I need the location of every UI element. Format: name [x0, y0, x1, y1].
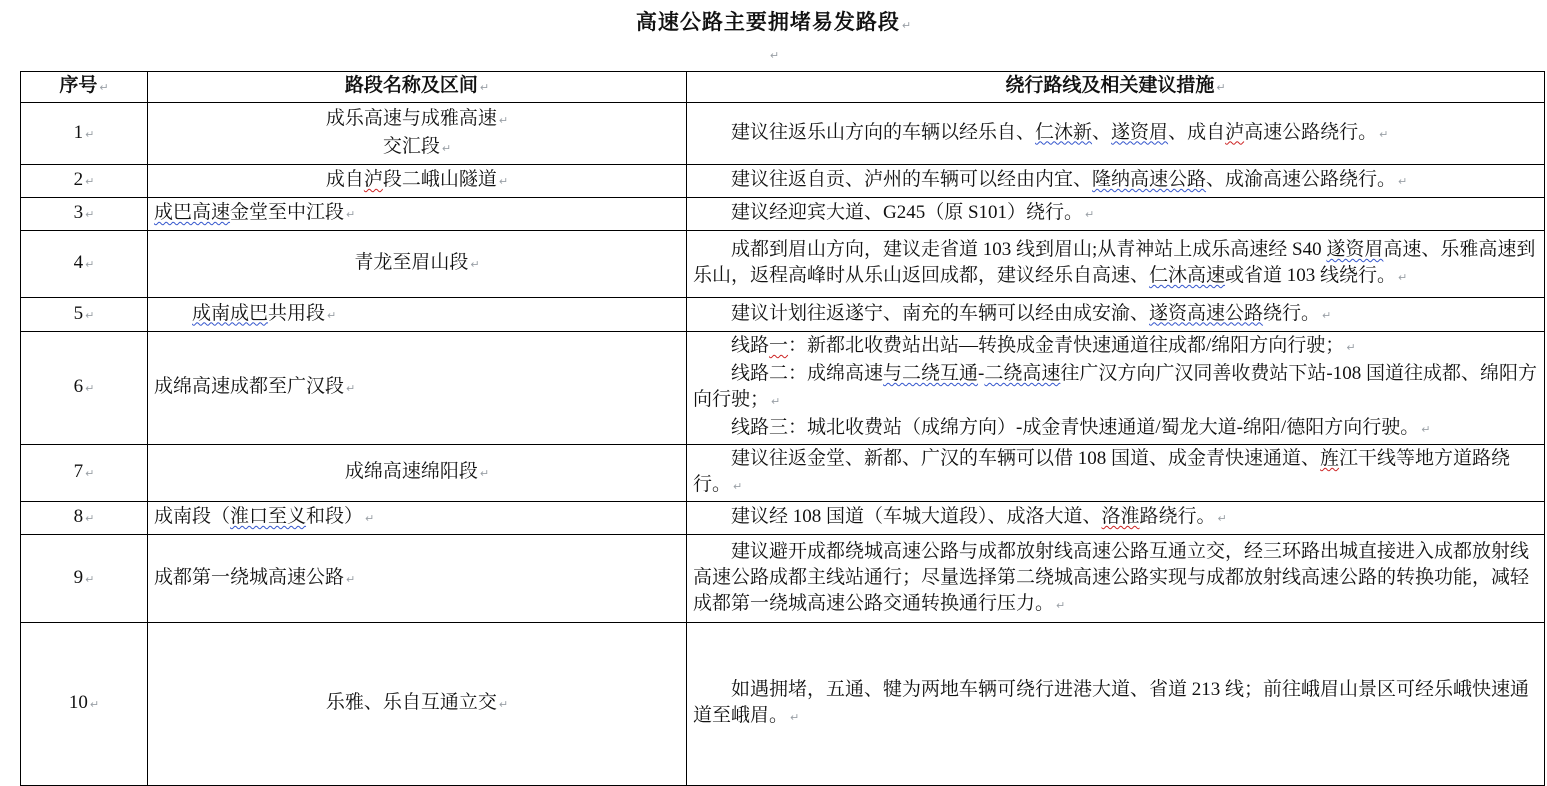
text-run: 高速、乐雅高速到乐山，返程高峰时从乐山返回成都，建议经乐自高速、 [693, 239, 1536, 286]
paragraph-mark: ↵ [771, 395, 781, 408]
paragraph-mark: ↵ [99, 81, 109, 94]
congestion-table [20, 71, 1545, 786]
paragraph-mark: ↵ [327, 308, 337, 322]
section-name-cell [148, 231, 687, 298]
text-run: 8 [73, 506, 84, 527]
text-run: 成乐高速与成雅高速 [325, 107, 497, 129]
paragraph-mark: ↵ [365, 512, 375, 525]
paragraph [693, 120, 1538, 148]
advice-cell [687, 298, 1545, 332]
paragraph [154, 374, 680, 402]
paragraph [693, 446, 1538, 500]
paragraph [693, 504, 1538, 532]
text-run: 成都到眉山方向，建议走省道 103 线到眉山;从青神站上成乐高速经 S40 [731, 239, 1327, 260]
advice-cell [687, 623, 1545, 786]
text-run: 江干线等地方道路绕行。 [693, 448, 1511, 495]
advice-cell [687, 198, 1545, 231]
paragraph [27, 200, 141, 228]
header-cell-index [21, 72, 148, 103]
table-row [21, 332, 1545, 445]
section-name-cell [148, 298, 687, 332]
row-index-cell [21, 445, 148, 502]
paragraph [27, 565, 141, 593]
table-body [21, 103, 1545, 786]
row-index-cell [21, 231, 148, 298]
paragraph [27, 167, 141, 195]
text-run: 往广汉方向广汉同善收费站下站-108 国道往成都、绵阳方向行驶； [693, 363, 1537, 410]
text-run: 、 [1092, 121, 1112, 143]
paragraph-mark: ↵ [498, 175, 509, 188]
text-run: 成自 [325, 169, 364, 190]
flagged-text: 成南成巴 [192, 302, 269, 324]
paragraph [154, 200, 680, 228]
text-run: 建议避开成都绕城高速公路与成都放射线高速公路互通立交，经三环路出城直接进入成都放射线高速公路成都主线站通行；尽量选择第二绕城高速公路实现与成都放射线高速公路的转换功能，减轻成都第一绕城高速公路交通转换通行压力。 [693, 540, 1530, 614]
header-label: 绕行路线及相关建议措施 [1005, 75, 1215, 96]
table-row [21, 103, 1545, 165]
text-run: 5 [73, 302, 84, 324]
text-run: 3 [73, 202, 84, 223]
paragraph [693, 200, 1538, 228]
paragraph [693, 677, 1538, 731]
text-run: - [978, 363, 985, 384]
row-index-cell [21, 298, 148, 332]
page-title: 高速公路主要拥堵易发路段 [635, 10, 900, 34]
paragraph-mark: ↵ [733, 480, 743, 493]
text-run: 建议经 108 国道（车城大道段）、成洛大道、 [731, 506, 1102, 527]
paragraph-mark: ↵ [470, 258, 480, 271]
table-row [21, 623, 1545, 786]
paragraph-mark: ↵ [1322, 308, 1332, 322]
flagged-text: 遂资眉 [1111, 121, 1169, 143]
flagged-text: 旌 [1320, 448, 1340, 469]
text-run: 2 [73, 169, 84, 190]
advice-cell [687, 103, 1545, 165]
text-run: 6 [73, 376, 84, 397]
header-cell-section [148, 72, 687, 103]
text-run: 成都第一绕城高速公路 [154, 566, 345, 588]
row-index-cell [21, 198, 148, 231]
header-label: 路段名称及区间 [344, 75, 478, 96]
paragraph [154, 459, 680, 487]
table-header-row [21, 72, 1545, 103]
paragraph [154, 134, 680, 162]
table-row [21, 502, 1545, 535]
paragraph-mark: ↵ [85, 308, 95, 322]
table-row [21, 198, 1545, 231]
paragraph [154, 106, 680, 134]
section-name-cell [148, 198, 687, 231]
text-run: 成绵高速绵阳段 [344, 461, 478, 482]
paragraph [693, 361, 1538, 415]
flagged-text: 一 [769, 335, 789, 356]
section-name-cell [148, 332, 687, 445]
text-run: 线路 [731, 335, 770, 356]
paragraph-mark: ↵ [479, 81, 490, 94]
row-index-cell [21, 502, 148, 535]
text-run: 4 [73, 252, 84, 273]
advice-cell [687, 231, 1545, 298]
advice-cell [687, 332, 1545, 445]
flagged-text: 与二绕互通 [883, 363, 979, 384]
flagged-text: 洛淮 [1101, 506, 1140, 527]
paragraph-mark: ↵ [85, 208, 95, 221]
text-run: 共用段 [268, 302, 326, 324]
row-index-cell [21, 165, 148, 198]
flagged-text: 泸 [1225, 121, 1245, 143]
paragraph-mark: ↵ [901, 19, 912, 32]
text-run: 建议经迎宾大道、G245（原 S101）绕行。 [731, 202, 1084, 223]
paragraph [154, 250, 680, 278]
paragraph-mark: ↵ [498, 698, 509, 711]
text-run: 10 [68, 692, 88, 713]
section-name-cell [148, 535, 687, 623]
table-row [21, 445, 1545, 502]
row-index-cell [21, 332, 148, 445]
text-run: 、成渝高速公路绕行。 [1206, 169, 1397, 190]
paragraph [27, 301, 141, 329]
paragraph [693, 237, 1538, 291]
section-name-cell [148, 445, 687, 502]
text-run: 成南段（ [154, 506, 231, 527]
paragraph [693, 333, 1538, 361]
text-run: ：新都北收费站出站—转换成金青快速通道往成都/绵阳方向行驶； [788, 335, 1345, 356]
paragraph-mark: ↵ [85, 175, 95, 188]
paragraph-mark: ↵ [479, 467, 490, 480]
table-row [21, 231, 1545, 298]
paragraph-mark: ↵ [769, 49, 780, 62]
advice-cell [687, 535, 1545, 623]
advice-cell [687, 165, 1545, 198]
paragraph [27, 504, 141, 532]
paragraph-mark: ↵ [498, 113, 509, 127]
flagged-text: 遂资高速公路 [1149, 302, 1264, 324]
text-run: 如遇拥堵，五通、犍为两地车辆可绕行进港大道、省道 213 线；前往峨眉山景区可经乐峨快速通道至峨眉。 [693, 679, 1530, 726]
paragraph [693, 167, 1538, 195]
text-run: 线路二：成绵高速 [731, 363, 884, 384]
text-run: 建议往返金堂、新都、广汉的车辆可以借 108 国道、成金青快速通道、 [731, 448, 1321, 469]
paragraph-mark: ↵ [346, 208, 356, 221]
flagged-text: 仁沐新 [1035, 121, 1093, 143]
paragraph-mark: ↵ [1398, 175, 1408, 188]
paragraph-mark: ↵ [1421, 423, 1431, 436]
row-index-cell [21, 103, 148, 165]
row-index-cell [21, 623, 148, 786]
document-title-line [0, 0, 1547, 39]
flagged-text: 淮口至义 [230, 506, 307, 527]
table-row [21, 298, 1545, 332]
row-index-cell [21, 535, 148, 623]
paragraph [154, 690, 680, 718]
paragraph-mark: ↵ [85, 127, 95, 141]
paragraph-mark: ↵ [85, 382, 95, 395]
paragraph-mark: ↵ [1056, 598, 1066, 612]
flagged-text: 成巴高速 [154, 202, 231, 223]
paragraph-mark: ↵ [1379, 127, 1389, 141]
paragraph-mark: ↵ [1216, 81, 1226, 94]
flagged-text: 二绕高速 [984, 363, 1061, 384]
flagged-text: 泸 [363, 169, 383, 190]
section-name-cell [148, 502, 687, 535]
text-run: 金堂至中江段 [230, 202, 345, 223]
header-label: 序号 [59, 75, 98, 96]
text-run: 高速公路绕行。 [1244, 121, 1378, 143]
paragraph-mark: ↵ [85, 512, 95, 525]
paragraph-mark: ↵ [346, 572, 356, 586]
paragraph-mark: ↵ [441, 141, 452, 155]
text-run: 1 [73, 121, 84, 143]
paragraph [154, 504, 680, 532]
text-run: 交汇段 [382, 135, 440, 157]
paragraph [693, 301, 1538, 329]
text-run: 建议计划往返遂宁、南充的车辆可以经由成安渝、 [731, 302, 1150, 324]
advice-cell [687, 445, 1545, 502]
text-run: 成绵高速成都至广汉段 [154, 376, 345, 397]
header-cell-advice [687, 72, 1545, 103]
advice-cell [687, 502, 1545, 535]
paragraph [154, 167, 680, 195]
text-run: 建议往返乐山方向的车辆以经乐自、 [731, 121, 1036, 143]
paragraph [27, 120, 141, 148]
text-run: 9 [73, 566, 84, 588]
paragraph-mark: ↵ [790, 711, 800, 724]
text-run: 段二峨山隧道 [382, 169, 497, 190]
paragraph [154, 301, 680, 329]
paragraph-mark: ↵ [346, 382, 356, 395]
section-name-cell [148, 623, 687, 786]
paragraph-mark: ↵ [1398, 271, 1408, 284]
section-name-cell [148, 165, 687, 198]
paragraph-mark: ↵ [85, 572, 95, 586]
paragraph-mark: ↵ [85, 258, 95, 271]
paragraph [27, 690, 141, 718]
text-run: 建议往返自贡、泸州的车辆可以经由内宜、 [731, 169, 1093, 190]
paragraph-mark: ↵ [89, 698, 100, 711]
paragraph [154, 565, 680, 593]
paragraph-mark: ↵ [1217, 512, 1227, 525]
flagged-text: 遂资眉 [1326, 239, 1384, 260]
text-run: 7 [73, 461, 84, 482]
paragraph [27, 250, 141, 278]
flagged-text: 隆纳高速公路 [1092, 169, 1207, 190]
text-run: 或省道 103 线绕行。 [1225, 265, 1397, 286]
text-run: 线路三：城北收费站（成绵方向）-成金青快速通道/蜀龙大道-绵阳/德阳方向行驶。 [731, 417, 1420, 438]
paragraph [693, 415, 1538, 443]
table-row [21, 535, 1545, 623]
text-run: 绕行。 [1263, 302, 1321, 324]
paragraph-mark: ↵ [85, 467, 95, 480]
paragraph [693, 539, 1538, 619]
text-run: 路绕行。 [1139, 506, 1216, 527]
paragraph [27, 374, 141, 402]
paragraph-mark: ↵ [1346, 341, 1356, 354]
empty-paragraph [0, 39, 1547, 71]
paragraph-mark: ↵ [1085, 208, 1095, 221]
section-name-cell [148, 103, 687, 165]
table-row [21, 165, 1545, 198]
text-run: 乐雅、乐自互通立交 [325, 692, 497, 713]
flagged-text: 仁沐高速 [1149, 265, 1226, 286]
paragraph [27, 459, 141, 487]
text-run: 青龙至眉山段 [354, 252, 469, 273]
text-run: 、成自 [1168, 121, 1226, 143]
text-run: 和段） [306, 506, 364, 527]
